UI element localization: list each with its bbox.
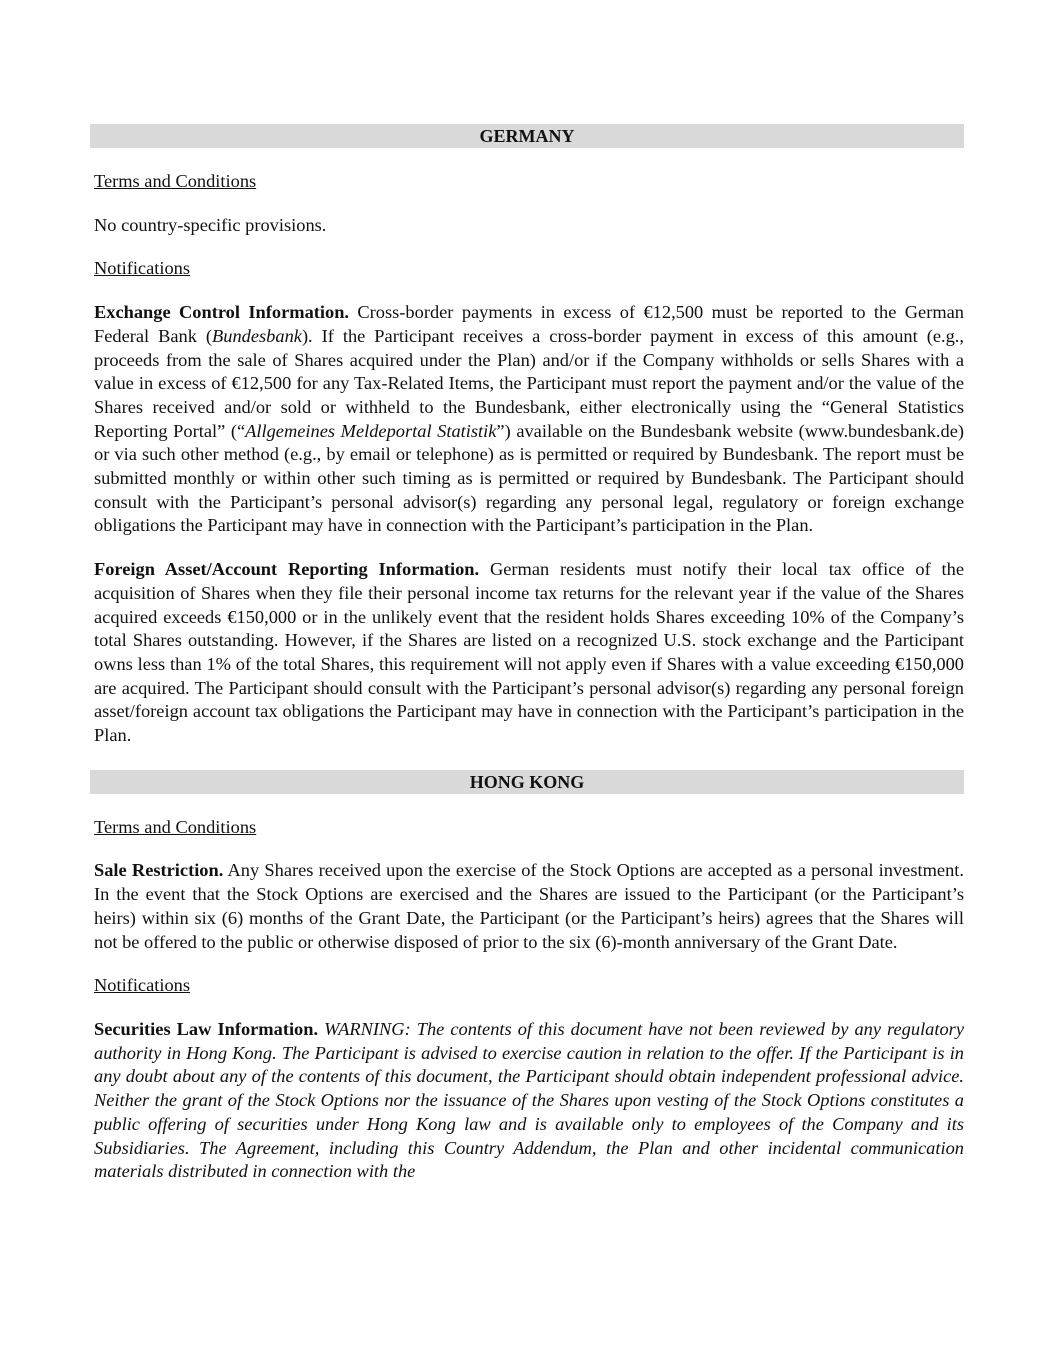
hk-notifications-heading: Notifications <box>94 975 191 996</box>
sale-restriction-paragraph: Sale Restriction. Any Shares received upon the exercise of the Stock Options are accepted as a personal investment. In the event that the Stock Options are exercised and the Shares are issued to the Participant (or the Participant’s heirs) within six (6) months of the Grant Date, the Participant (or the Participant’s heirs) agrees that the Shares will not be offered to the public or otherwise disposed of prior to the six (6)-month anniversary of the Grant Date. <box>94 860 964 952</box>
exchange-control-title: Exchange Control Information. <box>94 302 350 323</box>
germany-terms-heading: Terms and Conditions <box>94 171 257 191</box>
document-page <box>94 124 964 1184</box>
hk-terms-heading: Terms and Conditions <box>94 816 257 837</box>
germany-notifications-heading: Notifications <box>94 258 191 279</box>
securities-law-paragraph: Securities Law Information. WARNING: The contents of this document have not been reviewed by any regulatory authority in Hong Kong. The Participant is advised to exercise caution in relation to the offer. If the Participant is in any doubt about any of the contents of this document, the Participant should obtain independent professional advice. Neither the grant of the Stock Options nor the issuance of the Shares upon vesting of the Stock Options constitutes a public offering of securities under Hong Kong law and is available only to employees of the Company and its Subsidiaries. The Agreement, including this Country Addendum, the Plan and other incidental communication materials distributed in connection with the <box>94 1018 965 1182</box>
foreign-asset-title: Foreign Asset/Account Reporting Information. <box>94 559 480 580</box>
foreign-asset-paragraph: Foreign Asset/Account Reporting Information. German residents must notify their local tax office of the acquisition of Shares when they file their personal income tax returns for the relevant year if the value of the Shares acquired exceeds €150,000 or in the unlikely event that the resident holds Shares exceeding 10% of the Company’s total Shares outstanding. However, if the Shares are listed on a recognized U.S. stock exchange and the Participant owns less than 1% of the total Shares, this requirement will not apply even if Shares with a value exceeding €150,000 are acquired. The Participant should consult with the Participant’s personal advisor(s) regarding any personal foreign asset/foreign account tax obligations the Participant may have in connection with the Participant’s participation in the Plan. <box>94 559 964 746</box>
section-heading-germany: GERMANY <box>90 124 964 148</box>
securities-law-title: Securities Law Information. <box>94 1018 319 1039</box>
germany-terms-text: No country-specific provisions. <box>94 214 327 235</box>
exchange-control-paragraph: Exchange Control Information. Cross-border payments in excess of €12,500 must be reported to the German Federal Bank (Bundesbank). If the Participant receives a cross-border payment in excess of this amount (e.g., proceeds from the sale of Shares acquired under the Plan) and/or if the Company withholds or sells Shares with a value in excess of €12,500 for any Tax-Related Items, the Participant must report the payment and/or the value of the Shares received and/or sold or withheld to the Bundesbank, either electronically using the “General Statistics Reporting Portal” (“Allgemeines Meldeportal Statistik”) available on the Bundesbank website (www.bundesbank.de) or via such other method (e.g., by email or telephone) as is permitted or required by Bundesbank. The report must be submitted monthly or within other such timing as is permitted or required by Bundesbank. The Participant should consult with the Participant’s personal advisor(s) regarding any personal legal, regulatory or foreign exchange obligations the Participant may have in connection with the Participant’s participation in the Plan. <box>94 302 964 536</box>
sale-restriction-title: Sale Restriction. <box>94 860 224 881</box>
section-heading-hong-kong: HONG KONG <box>90 770 964 794</box>
